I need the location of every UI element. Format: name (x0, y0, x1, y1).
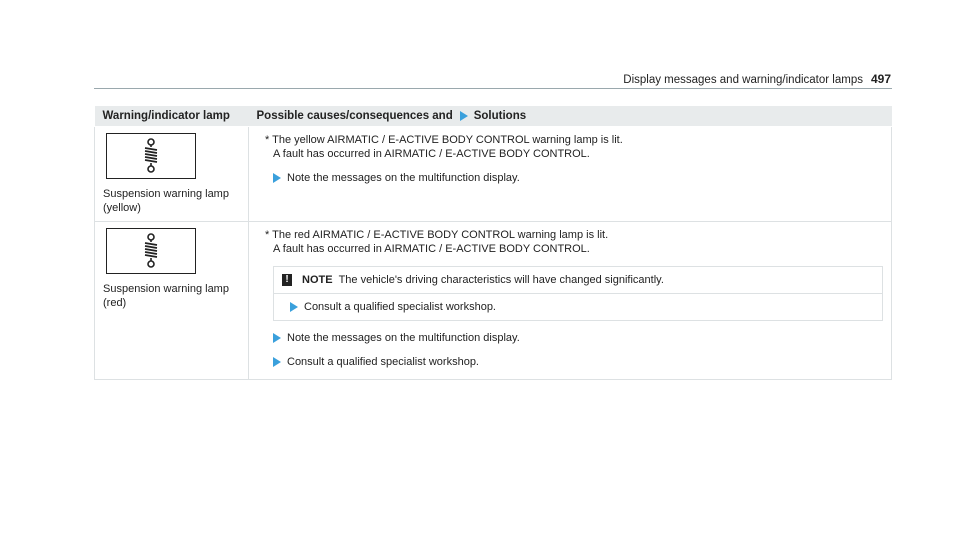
cause-line: * The red AIRMATIC / E-ACTIVE BODY CONTROL warning lamp is lit. (265, 229, 609, 241)
play-arrow-icon (273, 333, 281, 343)
warning-lamp-table (94, 106, 892, 380)
action-item (273, 171, 883, 185)
note-action-row (274, 294, 882, 320)
col-header-causes-label: Possible causes/consequences and (256, 110, 453, 122)
header-rule (94, 88, 892, 89)
col-header-lamp-label: Warning/indicator lamp (102, 110, 230, 122)
lamp-cell (95, 127, 249, 222)
col-header-lamp (95, 106, 249, 127)
page-number: 497 (870, 72, 891, 86)
cause-line: * The yellow AIRMATIC / E-ACTIVE BODY CONTROL warning lamp is lit. (265, 134, 623, 146)
lamp-label: Suspension warning lamp (103, 188, 229, 200)
col-header-solutions-label: Solutions (473, 110, 527, 122)
suspension-spring-icon (106, 133, 196, 179)
play-arrow-icon (460, 111, 468, 121)
action-item (273, 355, 883, 369)
causes-cell (249, 127, 892, 222)
action-text: Note the messages on the multifunction display. (287, 332, 520, 344)
suspension-spring-icon (106, 228, 196, 274)
lamp-label: Suspension warning lamp (103, 283, 229, 295)
action-item (273, 331, 883, 345)
lamp-cell (95, 222, 249, 380)
running-header (623, 72, 891, 86)
note-action-text: Consult a qualified specialist workshop. (304, 301, 496, 313)
play-arrow-icon (290, 302, 298, 312)
table-row (95, 222, 892, 380)
play-arrow-icon (273, 173, 281, 183)
warning-exclamation-icon: ! (282, 274, 292, 286)
table-row (95, 127, 892, 222)
causes-cell (249, 222, 892, 380)
action-text: Consult a qualified specialist workshop. (287, 356, 479, 368)
cause-line: A fault has occurred in AIRMATIC / E-ACTIVE BODY CONTROL. (273, 148, 590, 160)
col-header-causes (249, 106, 892, 127)
note-box (273, 266, 883, 321)
cause-line: A fault has occurred in AIRMATIC / E-ACTIVE BODY CONTROL. (273, 243, 590, 255)
action-text: Note the messages on the multifunction display. (287, 172, 520, 184)
note-text: The vehicle's driving characteristics will have changed significantly. (338, 274, 664, 286)
play-arrow-icon (273, 357, 281, 367)
note-row (274, 267, 882, 294)
running-header-title: Display messages and warning/indicator lamps (623, 74, 863, 86)
lamp-color: (yellow) (103, 202, 141, 214)
lamp-color: (red) (103, 297, 127, 309)
note-label: NOTE (302, 274, 333, 286)
